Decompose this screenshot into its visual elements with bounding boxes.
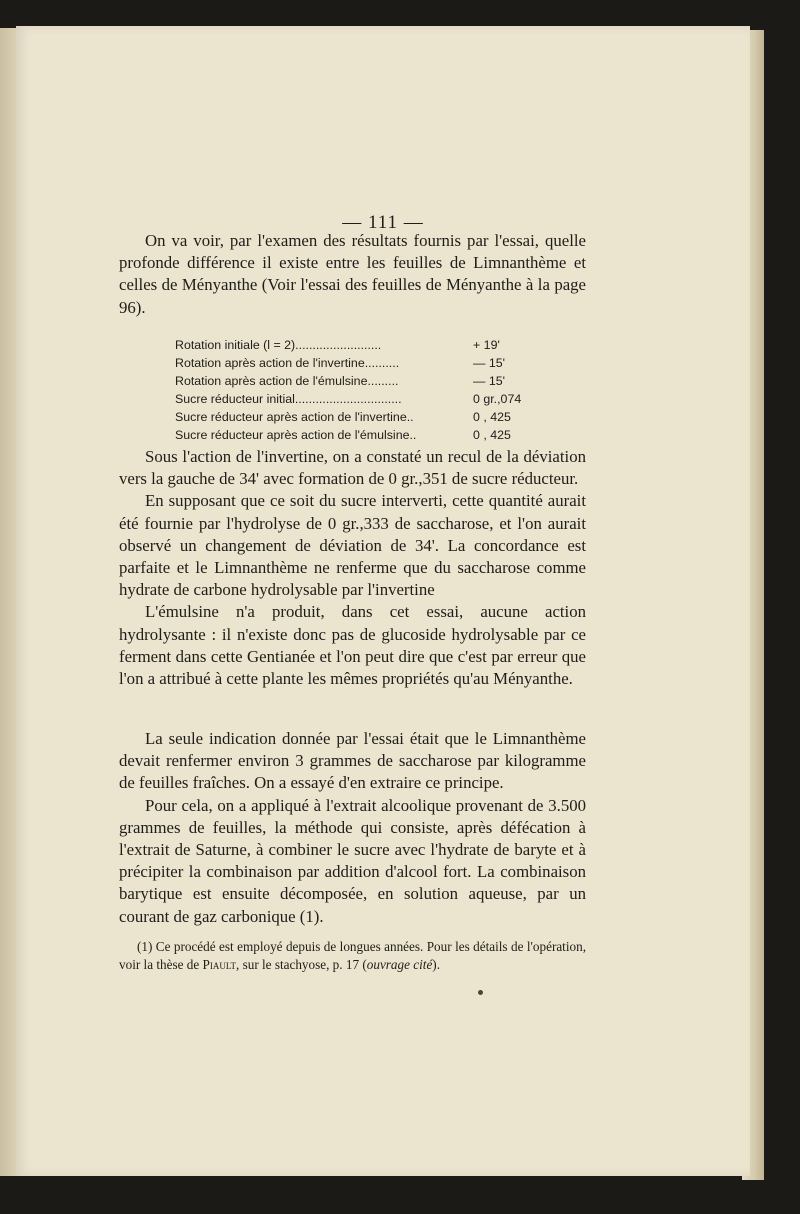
footnote-author: Piault	[202, 956, 236, 972]
row-value: 0 , 425	[473, 410, 511, 424]
row-label: Rotation après action de l'émulsine.........	[175, 374, 399, 388]
results-section	[119, 446, 586, 690]
footnote-text-middle: , sur le stachyose, p. 17 (	[236, 956, 367, 972]
paragraph: On va voir, par l'examen des résultats fournis par l'essai, quelle profonde différence il existe entre les feuilles de Limnanthème et celles de Ményanthe (Voir l'essai des feuilles de Ményanthe à la page 96).	[119, 231, 586, 317]
footnote-citation: ouvrage cité	[366, 956, 433, 972]
table-row	[175, 354, 527, 372]
paper-speck	[478, 990, 483, 995]
row-value: + 19'	[473, 338, 500, 352]
table-row	[175, 372, 527, 390]
paragraph: L'émulsine n'a produit, dans cet essai, aucune action hydrolysante : il n'existe donc pas de glucoside hydrolysable par ce ferment dans cette Gentianée et l'on peut dire que c'est par erreur que l'on a attribué à cette plante les mêmes propriétés qu'au Ményanthe.	[119, 602, 586, 689]
table-row	[175, 336, 527, 354]
row-label: Rotation après action de l'invertine..........	[175, 356, 400, 370]
row-label: Sucre réducteur initial...............................	[175, 392, 402, 406]
extraction-section	[119, 728, 586, 928]
paragraph: La seule indication donnée par l'essai était que le Limnanthème devait renfermer environ 3 grammes de saccharose par kilogramme de feuilles fraîches. On a essayé d'en extraire ce principe.	[119, 729, 586, 793]
table-row	[175, 408, 527, 426]
footnote-text-start: (1) Ce procédé est employé depuis de longues années. Pour les détails de l'opération, voir la thèse de	[119, 939, 586, 972]
table-row	[175, 426, 527, 444]
book-page	[16, 26, 750, 1176]
row-value: 0 gr.,074	[473, 392, 522, 406]
footnote	[119, 938, 586, 973]
row-label: Rotation initiale (l = 2).........................	[175, 338, 382, 352]
row-value: — 15'	[473, 374, 505, 388]
footnote-text	[119, 938, 586, 973]
row-label: Sucre réducteur après action de l'émulsine..	[175, 428, 417, 442]
sugar-table	[175, 390, 527, 444]
footnote-text-end: ).	[432, 956, 440, 972]
row-label: Sucre réducteur après action de l'invertine..	[175, 410, 414, 424]
table-row	[175, 390, 527, 408]
row-value: — 15'	[473, 356, 505, 370]
intro-section	[119, 230, 586, 319]
page-number: — 111 —	[342, 212, 424, 233]
paragraph: En supposant que ce soit du sucre interverti, cette quantité aurait été fournie par l'hydrolyse de 0 gr.,333 de saccharose, et l'on aurait observé un changement de déviation de 34'. La concordance est parfaite et le Limnanthème ne renferme que du saccharose comme hydrate de carbone hydrolysable par l'invertine	[119, 491, 586, 600]
paragraph: Sous l'action de l'invertine, on a constaté un recul de la déviation vers la gauche de 34' avec formation de 0 gr.,351 de sucre réducteur.	[119, 447, 586, 489]
row-value: 0 , 425	[473, 428, 511, 442]
paragraph: Pour cela, on a appliqué à l'extrait alcoolique provenant de 3.500 grammes de feuilles, la méthode qui consiste, après défécation à l'extrait de Saturne, à combiner le sucre avec l'hydrate de baryte et à précipiter la combinaison par addition d'alcool fort. La combinaison barytique est ensuite décomposée, en solution aqueuse, par un courant de gaz carbonique (1).	[119, 795, 586, 926]
rotation-table	[175, 336, 527, 390]
